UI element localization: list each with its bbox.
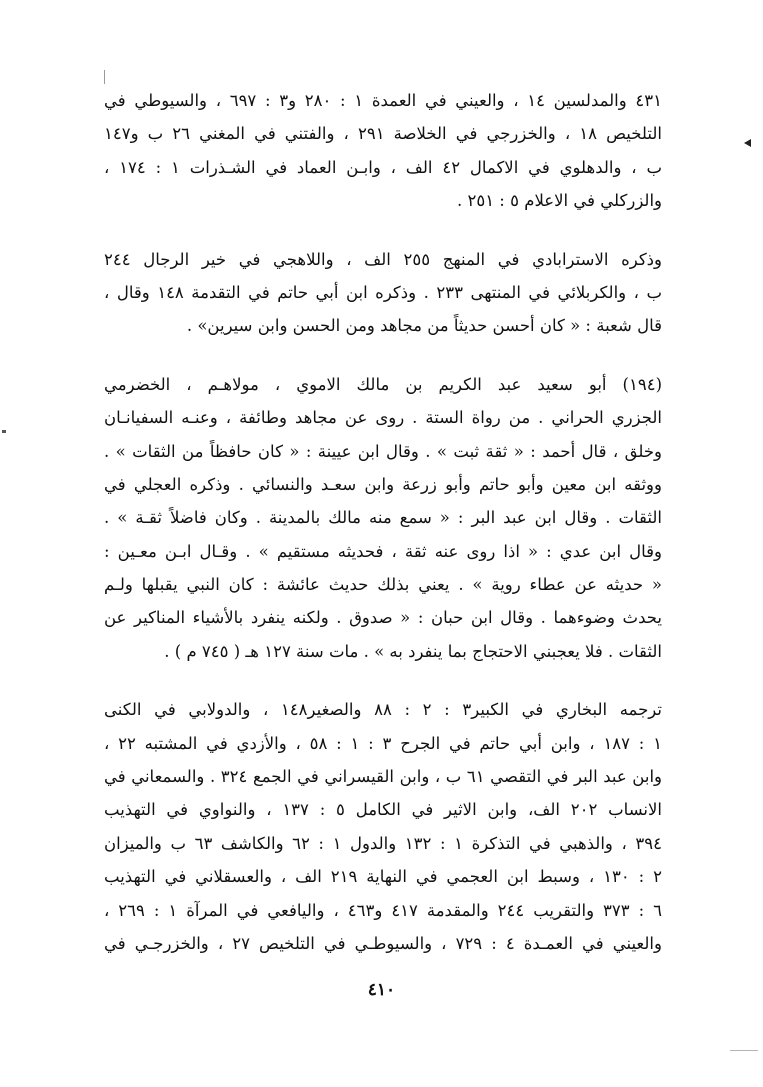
text-line: الثقات . فلا يعجبني الاحتجاج بما ينفرد به » . مات سنة ١٢٧ هـ ( ٧٤٥ م ) . (164, 641, 662, 661)
text-line: ب ، والكربلائي في المنتهى ٢٣٣ . وذكره ابن أبي حاتم في التقدمة ١٤٨ وقال ، (104, 282, 662, 302)
text-line: ٤٣١ والمدلسين ١٤ ، والعيني في العمدة ١ : ٢٨٠ و٣ : ٦٩٧ ، والسيوطي في (104, 91, 662, 110)
text-line: ب ، والدهلوي في الاكمال ٤٢ الف ، وابـن العماد في الشـذرات ١ : ١٧٤ ، (104, 157, 662, 177)
page-number: ٤١٠ (367, 980, 396, 1000)
text-line: الجزري الحراني . من رواة الستة . روى عن مجاهد وطائفة ، وعنـه السفيانـان (104, 408, 662, 428)
text-line: الانساب ٢٠٢ الف، وابن الاثير في الكامل ٥ : ١٣٧ ، والنواوي في التهذيب (104, 800, 662, 820)
text-line: ووثقه ابن معين وأبو حاتم وأبو زرعة وابن سعـد والنسائي . وذكره العجلي في (104, 474, 662, 494)
margin-mark-top (104, 70, 105, 84)
text-line: وابن عبد البر في التقصي ٦١ ب ، وابن القيسراني في الجمع ٣٢٤ . والسمعاني في (104, 767, 662, 787)
text-line: وخلق ، قال أحمد : « ثقة ثبت » . وقال ابن عيينة : « كان حافظاً من الثقات » . (104, 441, 662, 461)
text-line: الثقات . وقال ابن عبد البر : « سمع منه مالك بالمدينة . وكان فاضلاً ثقـة » . (104, 508, 662, 528)
text-line: ٢ : ١٣٠ ، وسبط ابن العجمي في النهاية ٢١٩ الف ، والعسقلاني في التهذيب (104, 867, 662, 887)
paragraph-2 (104, 243, 662, 343)
margin-arrow-mark (744, 139, 751, 147)
text-line: والزركلي في الاعلام ٥ : ٢٥١ . (456, 191, 662, 211)
text-line: والعيني في العمـدة ٤ : ٧٢٩ ، والسيوطـي في التلخيص ٢٧ ، والخزرجـي في (104, 933, 662, 953)
paragraph-4 (104, 693, 662, 960)
text-line: يحدث وضوءهما . وقال ابن حبان : « صدوق . ولكنه ينفرد بالأشياء المناكير عن (104, 608, 662, 628)
entry-heading-line: (١٩٤) أبو سعيد عبد الكريم بن مالك الاموي ، مولاهـم ، الخضرمي (104, 374, 662, 394)
page-body (104, 84, 662, 985)
text-line: وذكره الاسترابادي في المنهج ٢٥٥ الف ، واللاهجي في خير الرجال ٢٤٤ (104, 249, 662, 269)
text-line: وقال ابن عدي : « اذا روى عنه ثقة ، فحديثه مستقيم » . وقـال ابـن معـين : (104, 541, 662, 561)
text-line: « حديثه عن عطاء روية » . يعني بذلك حديث عائشة : كان النبي يقبلها ولـم (104, 575, 662, 595)
text-line: ترجمه البخاري في الكبير٣ : ٢ : ٨٨ والصغير١٤٨ ، والدولابي في الكنى (104, 700, 662, 720)
margin-mark-bottom (730, 1050, 758, 1051)
margin-mark-left (2, 430, 6, 433)
text-line: ٣٩٤ ، والذهبي في التذكرة ١ : ١٣٢ والدول ١ : ٦٢ والكاشف ٦٣ ب والميزان (104, 833, 662, 853)
text-line: قال شعبة : « كان أحسن حديثاً من مجاهد ومن الحسن وابن سيرين» . (186, 316, 662, 336)
text-line: ٦ : ٣٧٣ والتقريب ٢٤٤ والمقدمة ٤١٧ و٤٦٣ ، واليافعي في المرآة ١ : ٢٦٩ ، (104, 900, 662, 920)
paragraph-3-entry-194 (104, 368, 662, 669)
text-line: ١ : ١٨٧ ، وابن أبي حاتم في الجرح ٣ : ١ : ٥٨ ، والأزدي في المشتبه ٢٢ ، (104, 733, 662, 753)
text-line: التلخيص ١٨ ، والخزرجي في الخلاصة ٢٩١ ، والفتني في المغني ٢٦ ب و١٤٧ (104, 124, 662, 144)
paragraph-1 (104, 84, 662, 218)
